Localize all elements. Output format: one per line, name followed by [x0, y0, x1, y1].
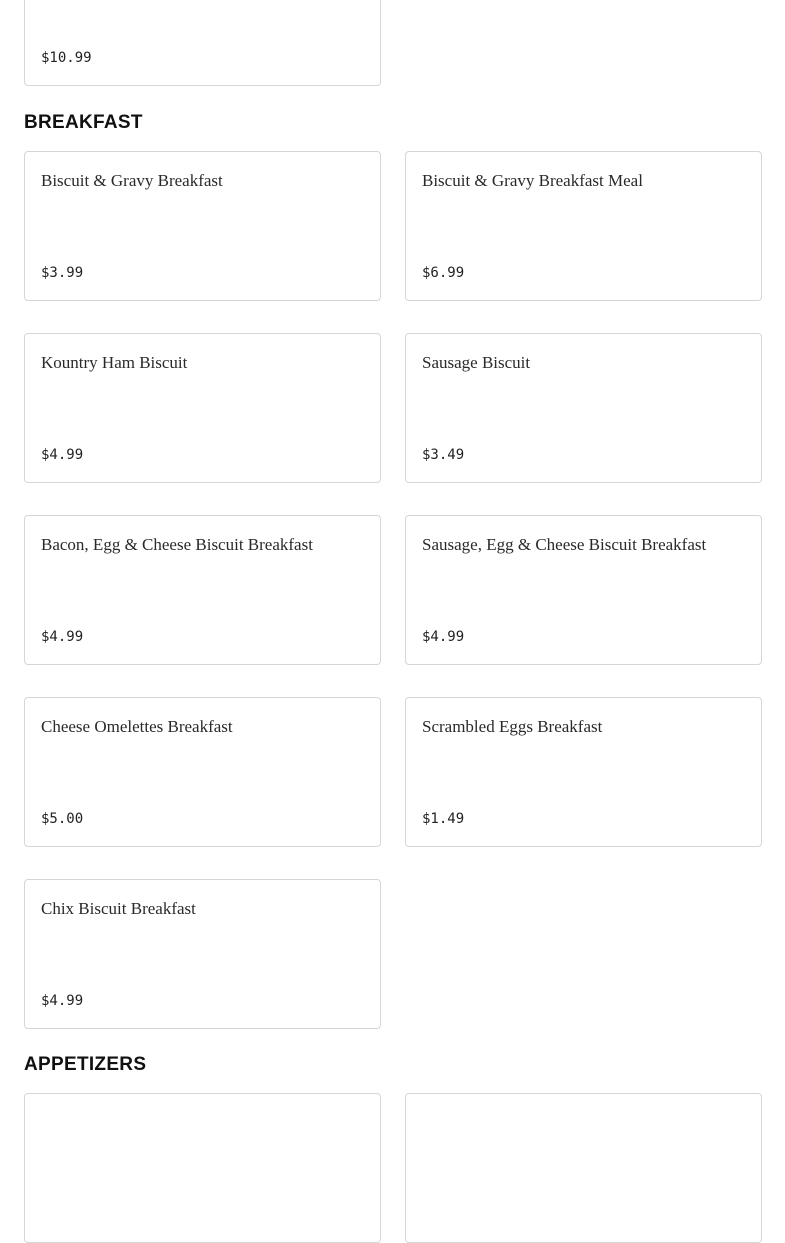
menu-item-card[interactable]	[405, 333, 762, 483]
menu-item-card[interactable]	[405, 1093, 762, 1243]
section-title-breakfast: BREAKFAST	[24, 112, 143, 133]
menu-item-card[interactable]	[405, 151, 762, 301]
menu-item-price: $4.99	[41, 447, 84, 463]
menu-item-name: Bacon, Egg & Cheese Biscuit Breakfast	[41, 535, 313, 554]
menu-item-price: $4.99	[41, 993, 84, 1009]
menu-item-name: Cheese Omelettes Breakfast	[41, 717, 233, 736]
menu-item-card[interactable]	[405, 697, 762, 847]
menu-item-price: $3.49	[422, 447, 465, 463]
menu-item-name: Biscuit & Gravy Breakfast Meal	[422, 171, 643, 190]
menu-item-price: $4.99	[422, 629, 465, 645]
menu-item-card[interactable]	[24, 151, 381, 301]
menu-item-name: Sausage, Egg & Cheese Biscuit Breakfast	[422, 535, 707, 554]
menu-item-name: Chix Biscuit Breakfast	[41, 899, 196, 918]
menu-item-card[interactable]	[24, 697, 381, 847]
menu-item-price: $10.99	[41, 50, 92, 66]
menu-item-name: Scrambled Eggs Breakfast	[422, 717, 603, 736]
menu-item-price: $1.49	[422, 811, 465, 827]
menu-item-card[interactable]	[24, 515, 381, 665]
menu-item-name: Sausage Biscuit	[422, 353, 531, 372]
menu-item-price: $5.00	[41, 811, 84, 827]
menu-item-name: Biscuit & Gravy Breakfast	[41, 171, 223, 190]
menu-item-price: $3.99	[41, 265, 84, 281]
menu-item-price: $4.99	[41, 629, 84, 645]
menu-item-card[interactable]	[24, 333, 381, 483]
menu-item-name: Kountry Ham Biscuit	[41, 353, 188, 372]
menu-item-price: $6.99	[422, 265, 465, 281]
menu-item-card[interactable]	[405, 515, 762, 665]
menu-item-card[interactable]	[24, 879, 381, 1029]
menu-item-card[interactable]	[24, 1093, 381, 1243]
section-title-appetizers: APPETIZERS	[24, 1054, 147, 1075]
menu-item-card[interactable]	[24, 0, 381, 86]
